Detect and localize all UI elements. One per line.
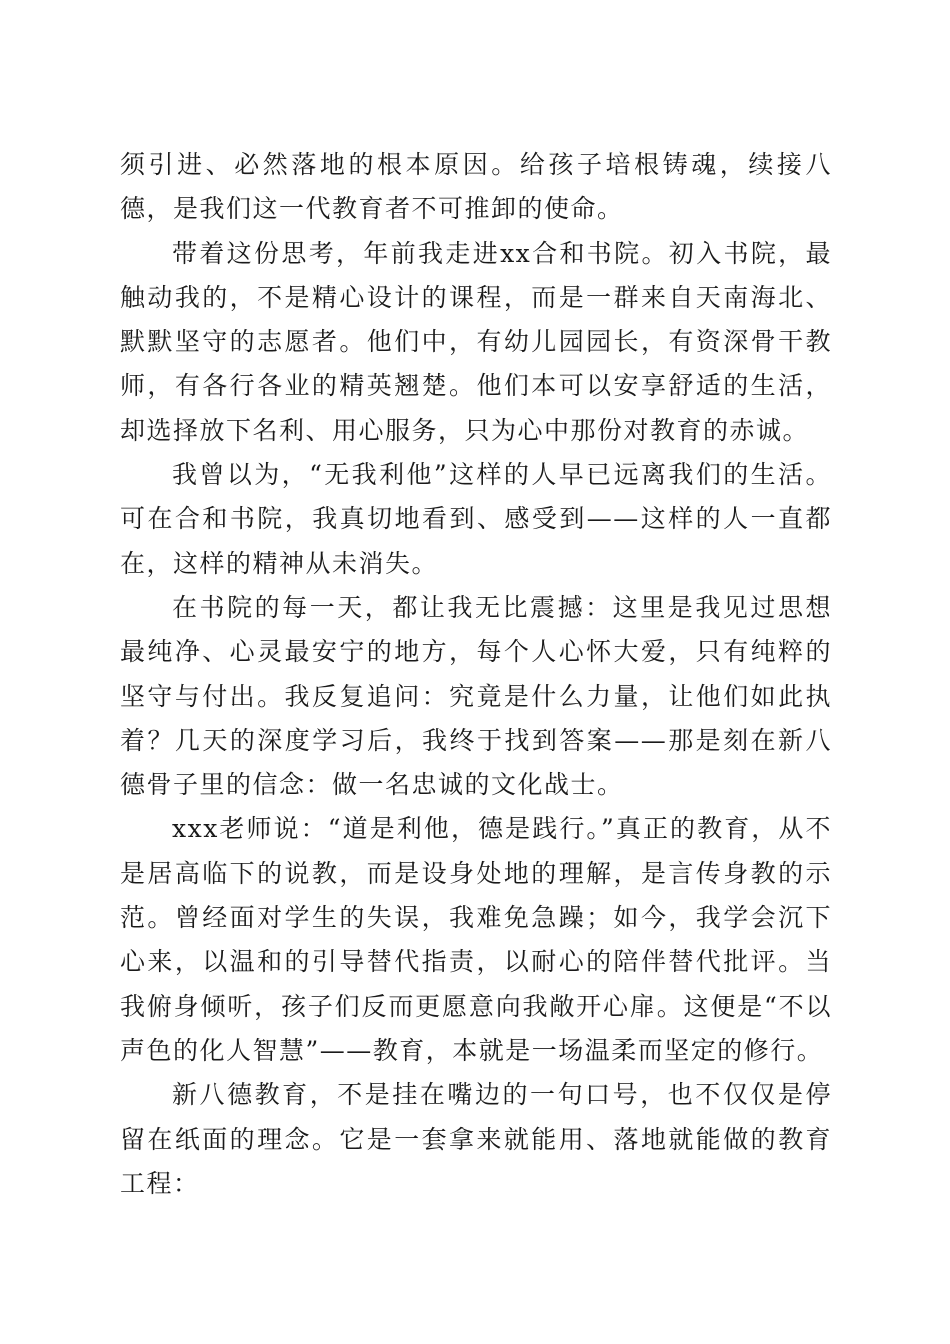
paragraph-continuation: 须引进、必然落地的根本原因。给孩子培根铸魂，续接八德，是我们这一代教育者不可推卸的使命。 xyxy=(120,150,832,224)
paragraph-selfless-spirit: 我曾以为，“无我利他”这样的人早已远离我们的生活。可在合和书院，我真切地看到、感受到——这样的人一直都在，这样的精神从未消失。 xyxy=(120,460,832,578)
paragraph-academy-visit: 带着这份思考，年前我走进xx合和书院。初入书院，最触动我的，不是精心设计的课程，而是一群来自天南海北、默默坚守的志愿者。他们中，有幼儿园园长，有资深骨干教师，有各行各业的精英翘楚。他们本可以安享舒适的生活，却选择放下名利、用心服务，只为心中那份对教育的赤诚。 xyxy=(120,238,832,445)
paragraph-daily-impression: 在书院的每一天，都让我无比震撼：这里是我见过思想最纯净、心灵最安宁的地方，每个人心怀大爱，只有纯粹的坚守与付出。我反复追问：究竟是什么力量，让他们如此执着？几天的深度学习后，我终于找到答案——那是刻在新八德骨子里的信念：做一名忠诚的文化战士。 xyxy=(120,592,832,800)
paragraph-eight-virtues-education: 新八德教育，不是挂在嘴边的一句口号，也不仅仅是停留在纸面的理念。它是一套拿来就能用、落地就能做的教育工程： xyxy=(120,1080,832,1198)
paragraph-teacher-quote: xxx老师说：“道是利他，德是践行。”真正的教育，从不是居高临下的说教，而是设身处地的理解，是言传身教的示范。曾经面对学生的失误，我难免急躁；如今，我学会沉下心来，以温和的引导替代指责，以耐心的陪伴替代批评。当我俯身倾听，孩子们反而更愿意向我敞开心扉。这便是“不以声色的化人智慧”——教育，本就是一场温柔而坚定的修行。 xyxy=(120,814,832,1065)
document-body xyxy=(120,143,832,1206)
